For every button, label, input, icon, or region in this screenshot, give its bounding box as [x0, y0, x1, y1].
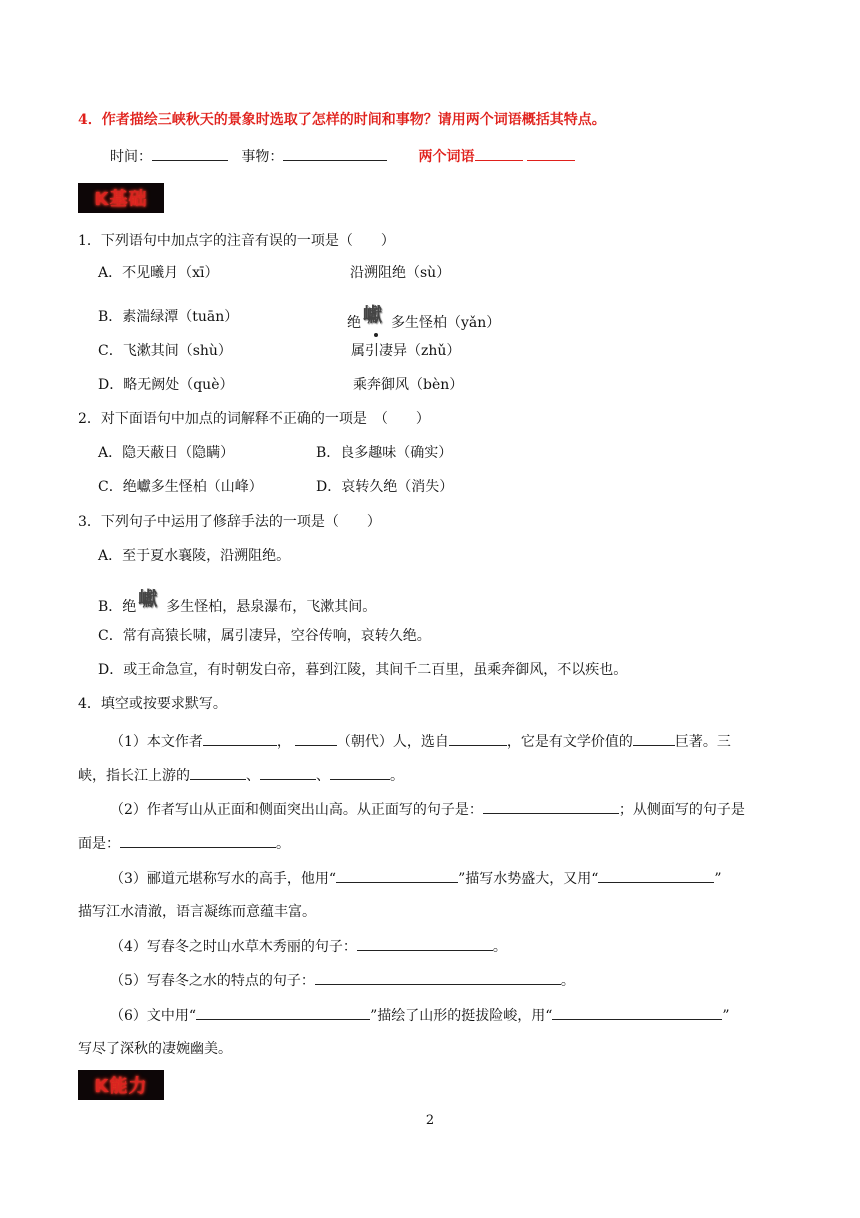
task4-answer-line [110, 146, 575, 167]
work-type-blank[interactable] [633, 731, 675, 746]
spring-scenery-blank[interactable] [357, 936, 493, 951]
banner-ability [78, 1070, 164, 1100]
q2-option-d: D．哀转久绝（消失） [316, 479, 454, 495]
q1-b-pre: 绝 [347, 315, 361, 331]
q4-s1-b: ， [276, 734, 291, 750]
q3-option-b [98, 588, 377, 617]
q1-option-c-right: 属引凄异（zhǔ） [351, 343, 461, 359]
word2-blank[interactable] [527, 146, 575, 161]
gorge1-blank[interactable] [190, 765, 246, 780]
q2-option-a: A．隐天蔽日（隐瞒） [98, 445, 235, 461]
q4-s5-b: 。 [560, 973, 575, 989]
q1-option-b-right [347, 304, 501, 333]
q4-stem: 4．填空或按要求默写。 [78, 696, 227, 712]
q4-s2-a: （2）作者写山从正面和侧面突出山高。从正面写的句子是： [110, 802, 483, 818]
banner-basic-text: K基础 [94, 189, 148, 210]
yan-glyph-image-2 [138, 588, 164, 615]
q4-s1-a: （1）本文作者 [110, 734, 203, 750]
q3-option-d: D．或王命急宣，有时朝发白帝，暮到江陵，其间千二百里，虽乘奔御风，不以疾也。 [98, 662, 628, 678]
task4-question: 4．作者描绘三峡秋天的景象时选取了怎样的时间和事物？请用两个词语概括其特点。 [78, 112, 606, 128]
word1-blank[interactable] [475, 146, 523, 161]
q4-s3-c: ” [714, 871, 722, 887]
autumn-scene-blank[interactable] [552, 1005, 722, 1020]
q4-s3-line2: 描写江水清澈，语言凝练而意蕴丰富。 [78, 904, 316, 920]
q4-s1-i: 。 [390, 768, 404, 784]
q4-s2-line2 [78, 833, 290, 854]
time-blank[interactable] [152, 146, 228, 161]
side-sentence-blank[interactable] [120, 833, 276, 848]
q4-s6-line1 [110, 1005, 730, 1026]
q4-s4 [110, 936, 507, 957]
q4-s2-line1 [110, 799, 745, 820]
q3-option-c: C．常有高猿长啸，属引凄异，空谷传响，哀转久绝。 [98, 628, 431, 644]
q3-b-pre: B．绝 [98, 599, 137, 615]
q1-option-d-left: D．略无阙处（què） [98, 377, 234, 393]
thing-blank[interactable] [283, 146, 387, 161]
q1-option-b-left: B．素湍绿潭（tuān） [98, 309, 239, 325]
water-clear-blank[interactable] [598, 868, 714, 883]
yan-glyph: 巘 [363, 304, 383, 326]
q4-s3-a: （3）郦道元堪称写水的高手，他用“ [110, 871, 337, 887]
water-power-blank[interactable] [336, 868, 458, 883]
q4-s5 [110, 970, 575, 991]
q4-s1-e: 巨著。三 [674, 734, 731, 750]
yan-glyph-image [363, 304, 389, 331]
q1-stem: 1．下列语句中加点字的注音有误的一项是（ ） [78, 233, 395, 249]
thing-label: 事物： [241, 149, 284, 165]
banner-ability-text: K能力 [94, 1076, 148, 1097]
q2-stem: 2．对下面语句中加点的词解释不正确的一项是 （ ） [78, 411, 430, 427]
q4-s1-c: （朝代）人，选自 [336, 734, 449, 750]
q4-s6-line2: 写尽了深秋的凄婉幽美。 [78, 1041, 232, 1057]
page-number: 2 [425, 1113, 435, 1128]
q1-option-d-right: 乘奔御风（bèn） [353, 377, 464, 393]
q3-b-post: 多生怪柏，悬泉瀑布，飞漱其间。 [166, 599, 377, 615]
gorge2-blank[interactable] [260, 765, 316, 780]
mountain-shape-blank[interactable] [196, 1005, 370, 1020]
q3-option-a: A．至于夏水襄陵，沿溯阻绝。 [98, 548, 291, 564]
q4-s3-line1 [110, 868, 722, 889]
q4-s3-b: ”描写水势盛大，又用“ [458, 871, 599, 887]
q4-s2-b: ；从侧面写的句子是 [618, 802, 745, 818]
yan-glyph-2: 巘 [138, 588, 158, 610]
spring-water-blank[interactable] [315, 970, 561, 985]
q4-s1-f: 峡，指长江上游的 [78, 768, 190, 784]
gorge3-blank[interactable] [330, 765, 390, 780]
q4-s6-b: ”描绘了山形的挺拔险峻，用“ [370, 1008, 553, 1024]
author-blank[interactable] [203, 731, 277, 746]
q1-option-c-left: C．飞漱其间（shù） [98, 343, 232, 359]
q4-s6-a: （6）文中用“ [110, 1008, 197, 1024]
q2-option-c: C．绝巘多生怪柏（山峰） [98, 479, 263, 495]
q4-s1-line1 [110, 731, 731, 752]
front-sentence-blank[interactable] [483, 799, 619, 814]
q1-option-a-right: 沿溯阻绝（sù） [350, 265, 451, 281]
q4-s2-d: 。 [276, 836, 290, 852]
q4-s4-b: 。 [492, 939, 507, 955]
q1-option-a-left: A．不见曦月（xī） [98, 265, 219, 281]
q2-option-b: B．良多趣味（确实） [316, 445, 453, 461]
dynasty-blank[interactable] [295, 731, 337, 746]
q4-s1-line2 [78, 765, 404, 786]
source-blank[interactable] [449, 731, 507, 746]
q3-stem: 3．下列句子中运用了修辞手法的一项是（ ） [78, 514, 381, 530]
q4-s1-g: 、 [246, 768, 260, 784]
words-label: 两个词语 [418, 149, 475, 165]
time-label: 时间： [110, 149, 152, 165]
q4-s4-a: （4）写春冬之时山水草木秀丽的句子： [110, 939, 357, 955]
q4-s5-a: （5）写春冬之水的特点的句子： [110, 973, 315, 989]
q4-s2-c: 面是： [78, 836, 120, 852]
banner-basic [78, 183, 164, 213]
q4-s1-h: 、 [316, 768, 330, 784]
q4-s1-d: ，它是有文学价值的 [506, 734, 633, 750]
q1-b-post: 多生怪柏（yǎn） [391, 315, 501, 331]
q4-s6-c: ” [722, 1008, 730, 1024]
